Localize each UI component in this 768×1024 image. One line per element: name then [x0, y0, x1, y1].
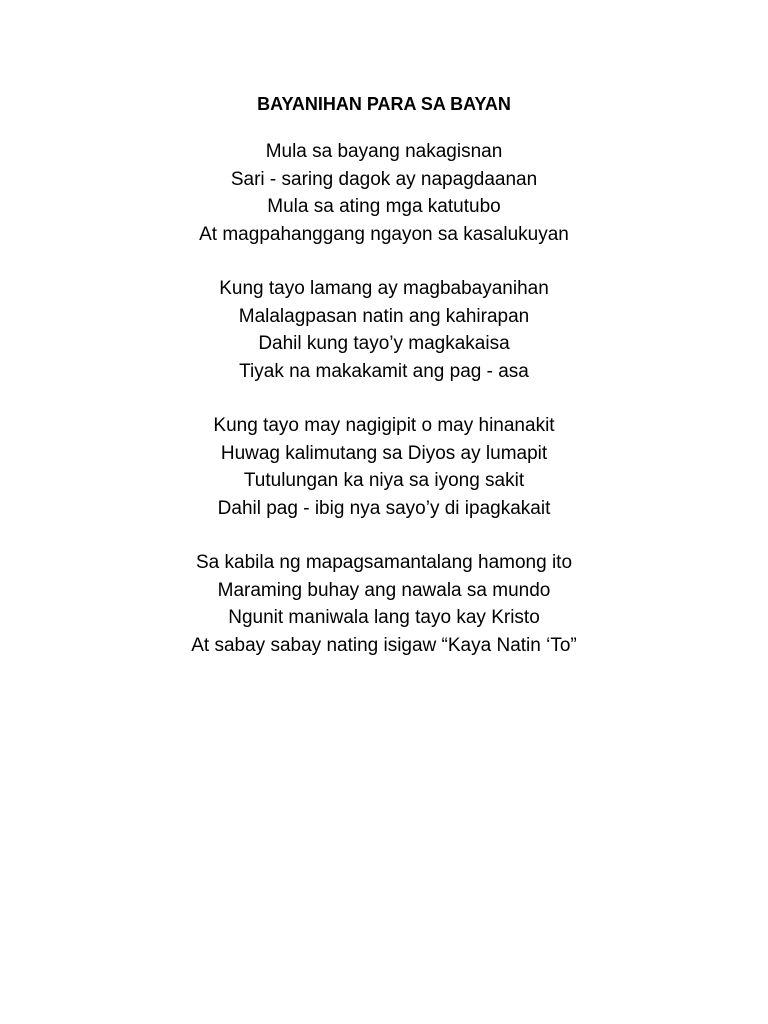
poem-line: Kung tayo may nagigipit o may hinanakit: [213, 415, 555, 436]
poem-line: Sa kabila ng mapagsamantalang hamong ito: [195, 552, 573, 573]
poem-line: Mula sa ating mga katutubo: [267, 196, 501, 217]
poem-line: Maraming buhay ang nawala sa mundo: [217, 579, 551, 601]
poem-line: Ngunit maniwala lang tayo kay Kristo: [228, 607, 540, 628]
poem-line: Tiyak na makakamit ang pag - asa: [239, 360, 529, 382]
poem-line: Dahil kung tayo’y magkakaisa: [258, 333, 510, 354]
poem-line: Mula sa bayang nakagisnan: [265, 141, 503, 162]
poem-line: Dahil pag - ibig nya sayo’y di ipagkakait: [217, 497, 551, 519]
stanza-2: [0, 275, 768, 385]
poem-line: Huwag kalimutang sa Diyos ay lumapit: [220, 442, 548, 464]
poem-line: Malalagpasan natin ang kahirapan: [238, 305, 530, 327]
poem-page: [0, 91, 768, 686]
stanza-4: [0, 549, 768, 659]
poem-line: At sabay sabay nating isigaw “Kaya Natin ‘To”: [191, 634, 577, 656]
poem-line: At magpahanggang ngayon sa kasalukuyan: [199, 223, 569, 245]
poem-title: BAYANIHAN PARA SA BAYAN: [257, 94, 511, 114]
stanza-1: [0, 138, 768, 248]
poem-line: Tutulungan ka niya sa iyong sakit: [243, 470, 525, 491]
poem-line: Kung tayo lamang ay magbabayanihan: [219, 278, 549, 299]
stanza-3: [0, 412, 768, 522]
poem-line: Sari - saring dagok ay napagdaanan: [230, 168, 538, 190]
